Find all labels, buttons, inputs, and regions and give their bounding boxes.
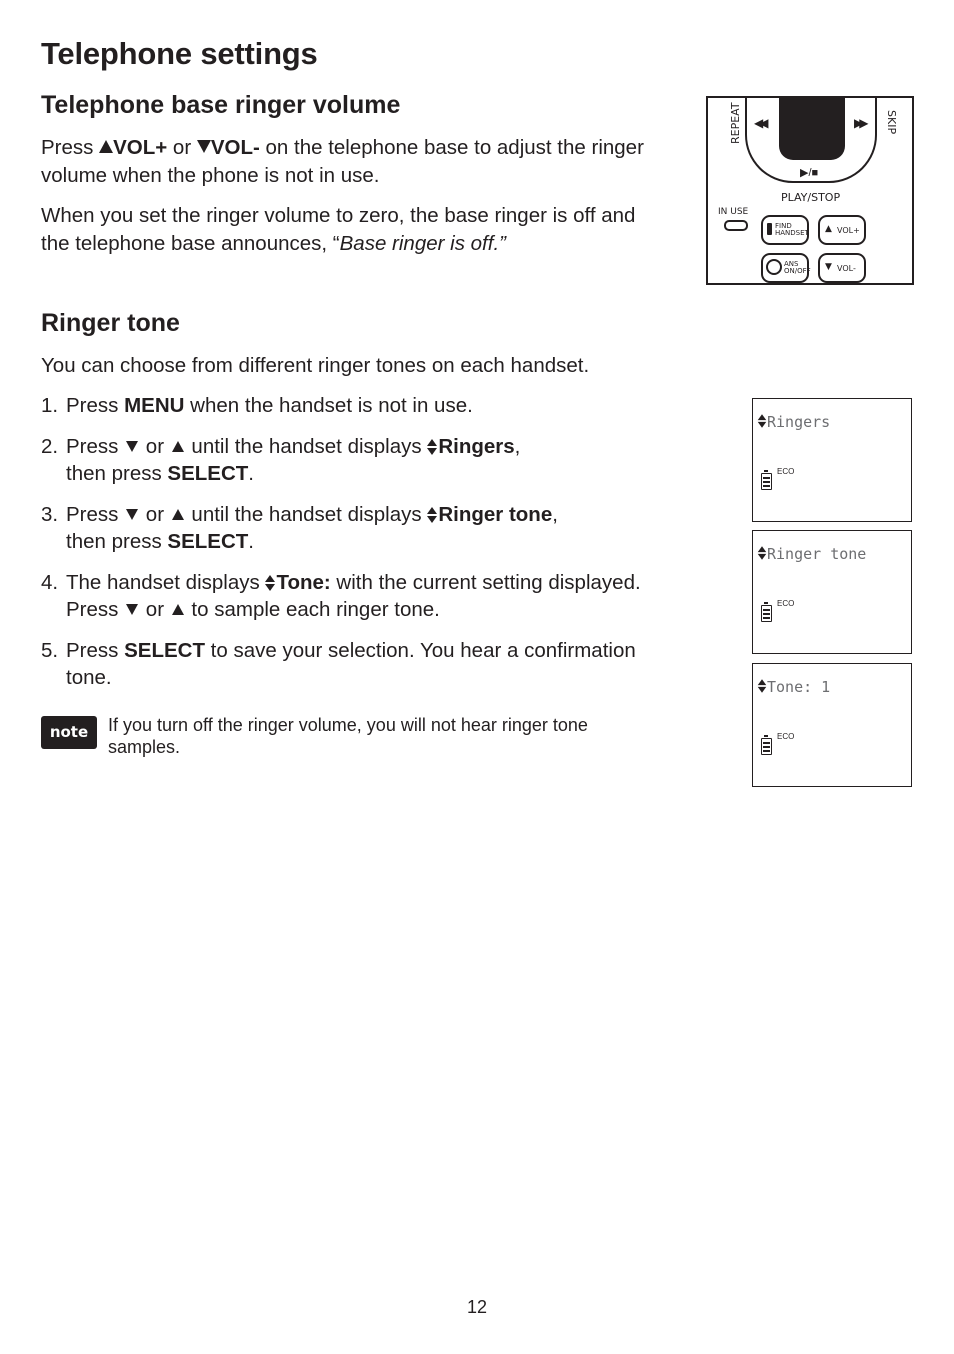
ans-onoff-button: ANS ON/OFF [761,253,809,283]
handset-screen-ringer-tone [752,530,912,654]
play-stop-label: PLAY/STOP [781,191,841,204]
step-1: 1. Press MENU when the handset is not in use. [41,394,473,417]
page-title: Telephone settings [41,36,318,71]
step-4: 4. The handset displays Tone: with the current setting displayed. Press or to sample each ringer tone. [41,570,641,621]
handset-screen-tone [752,663,912,787]
down-arrow-icon [126,509,138,520]
ringer-zero-paragraph: When you set the ringer volume to zero, the base ringer is off and the telephone base announces, “Base ringer is off.” [41,204,636,255]
battery-icon [761,738,772,755]
down-arrow-icon: ▼ [825,262,832,272]
eco-label: ECO [777,599,795,608]
scroll-icon [758,546,767,560]
up-arrow-icon [172,441,184,452]
screen-line: Ringers [757,413,830,431]
scroll-icon [265,575,275,591]
down-arrow-icon [126,604,138,615]
screen-line: Tone: 1 [757,678,830,696]
scroll-icon [758,414,767,428]
ringer-tone-intro: You can choose from different ringer tones on each handset. [41,354,590,377]
up-arrow-icon [172,509,184,520]
step-2: 2. Press or until the handset displays Ringers, then press SELECT. [41,434,521,485]
in-use-label: IN USE [718,207,749,217]
battery-icon [761,605,772,622]
eco-label: ECO [777,732,795,741]
scroll-icon [758,679,767,693]
forward-icon: ▶▶ [854,116,865,130]
screen-line: Ringer tone [757,545,866,563]
find-handset-button: FIND HANDSET [761,215,809,245]
eco-label: ECO [777,467,795,476]
handset-screen-ringers [752,398,912,522]
section-heading-ringer-tone: Ringer tone [41,309,180,337]
play-stop-icon: ▶/■ [800,167,819,179]
up-arrow-icon: ▲ [825,224,832,234]
page-number: 12 [466,1297,488,1317]
vol-down-button: ▼ VOL- [818,253,866,283]
in-use-light [724,220,748,231]
ringer-tone-steps [41,392,661,705]
section-heading-base-ringer: Telephone base ringer volume [41,91,401,119]
repeat-label: REPEAT [729,102,742,144]
note-text: If you turn off the ringer volume, you will not hear ringer tone samples. [108,715,588,757]
step-5: 5. Press SELECT to save your selection. You hear a confirmation tone. [41,638,636,689]
down-arrow-icon [126,441,138,452]
skip-label: SKIP [885,110,898,135]
display-window [779,98,845,160]
up-arrow-icon [172,604,184,615]
vol-up-button: ▲ VOL+ [818,215,866,245]
note-badge: note [41,716,97,749]
down-arrow-icon [197,140,211,153]
scroll-icon [427,507,437,523]
scroll-icon [427,439,437,455]
power-icon [766,259,782,275]
rewind-icon: ◀◀ [754,116,765,130]
base-ringer-paragraph: Press VOL+ or VOL- on the telephone base to adjust the ringer volume when the phone is not in use. [41,136,644,187]
step-3: 3. Press or until the handset displays Ringer tone, then press SELECT. [41,502,558,553]
handset-icon [767,223,772,235]
telephone-base-illustration [706,96,914,285]
up-arrow-icon [99,140,113,153]
battery-icon [761,473,772,490]
